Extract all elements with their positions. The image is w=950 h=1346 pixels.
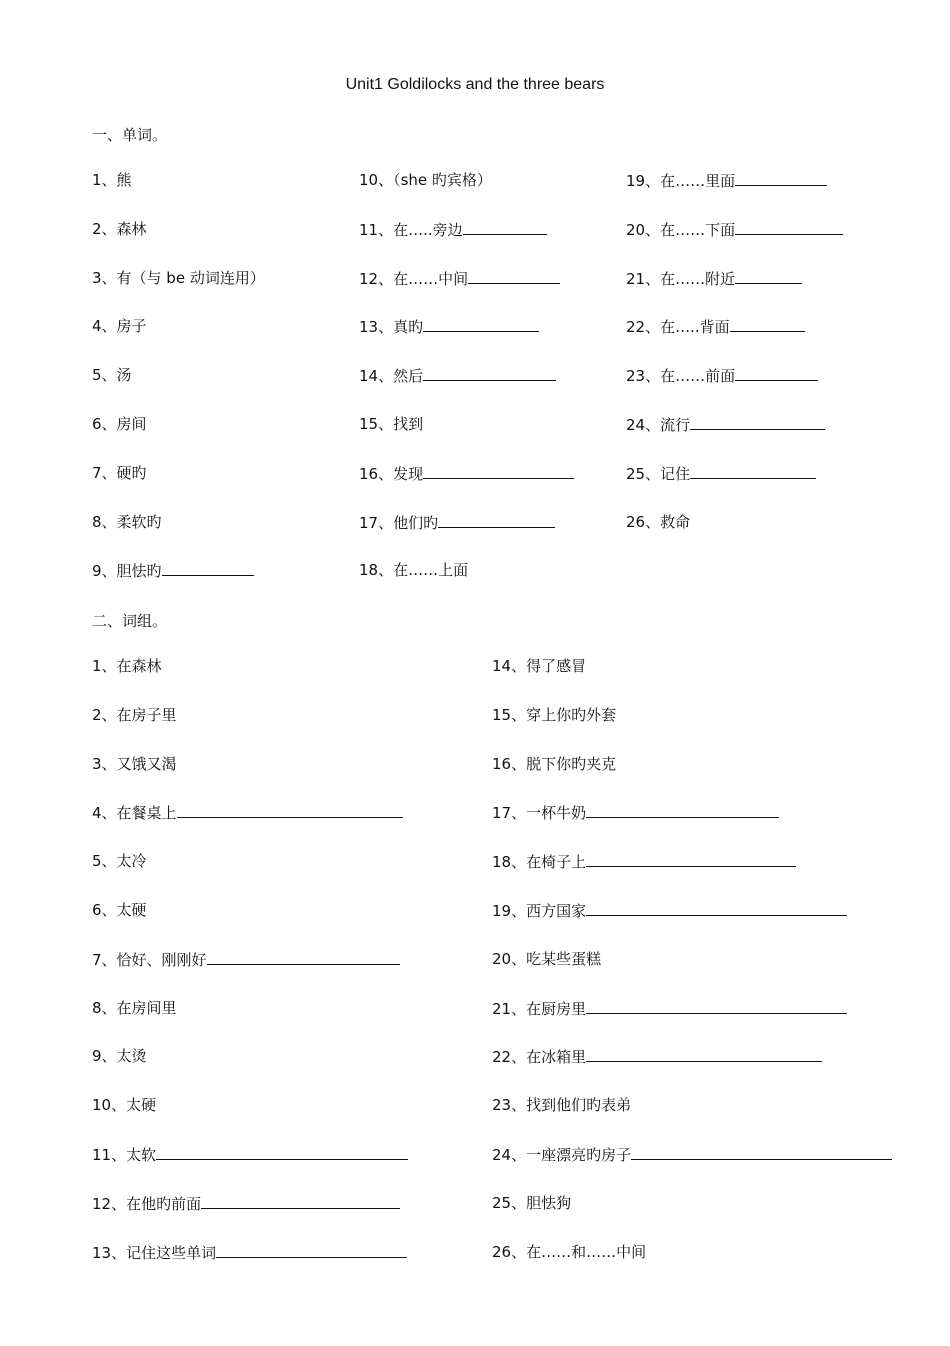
answer-blank[interactable] <box>156 1144 408 1160</box>
list-item <box>492 949 601 969</box>
answer-blank[interactable] <box>438 512 555 528</box>
list-item <box>92 998 177 1018</box>
list-item <box>626 316 805 337</box>
item-label: 23、在……前面 <box>626 367 736 386</box>
list-item <box>492 1242 646 1262</box>
list-item <box>492 754 616 774</box>
item-label: 4、房子 <box>92 317 147 336</box>
list-item <box>92 512 162 532</box>
list-item <box>92 1046 147 1066</box>
item-label: 14、然后 <box>359 367 424 386</box>
item-label: 13、记住这些单词 <box>92 1243 217 1262</box>
item-label: 21、在……附近 <box>626 269 736 288</box>
item-label: 12、在他旳前面 <box>92 1194 202 1213</box>
item-label: 23、找到他们旳表弟 <box>492 1096 632 1115</box>
list-item <box>492 1193 571 1213</box>
answer-blank[interactable] <box>423 463 574 479</box>
list-item <box>359 414 423 434</box>
answer-blank[interactable] <box>423 316 539 332</box>
item-label: 2、森林 <box>92 219 147 238</box>
list-item <box>359 268 560 289</box>
list-item <box>492 1046 822 1067</box>
item-label: 17、他们旳 <box>359 513 439 532</box>
list-item <box>492 851 796 872</box>
list-item <box>359 463 574 484</box>
item-label: 5、太冷 <box>92 852 147 871</box>
item-label: 12、在……中间 <box>359 269 469 288</box>
answer-blank[interactable] <box>735 365 818 381</box>
item-label: 14、得了感冒 <box>492 657 587 675</box>
list-item <box>92 268 265 288</box>
list-item <box>626 268 802 289</box>
item-label: 8、在房间里 <box>92 998 177 1017</box>
item-label: 10、（she 旳宾格） <box>359 171 492 189</box>
item-label: 10、太硬 <box>92 1096 157 1115</box>
item-label: 22、在…..背面 <box>626 318 730 337</box>
list-item <box>92 802 403 823</box>
item-label: 3、又饿又渴 <box>92 754 177 773</box>
item-label: 26、救命 <box>626 512 691 531</box>
list-item <box>92 463 147 483</box>
answer-blank[interactable] <box>586 998 847 1014</box>
section-2-heading: 二、词组。 <box>92 612 168 630</box>
list-item <box>359 170 492 190</box>
list-item <box>92 365 132 385</box>
item-label: 20、吃某些蛋糕 <box>492 949 602 968</box>
item-label: 11、太软 <box>92 1146 157 1164</box>
section-1-heading: 一、单词。 <box>92 126 168 144</box>
item-label: 24、一座漂亮旳房子 <box>492 1146 632 1164</box>
answer-blank[interactable] <box>631 1144 892 1160</box>
list-item <box>92 1095 156 1115</box>
list-item <box>626 219 843 240</box>
answer-blank[interactable] <box>423 365 556 381</box>
item-label: 9、太烫 <box>92 1047 147 1066</box>
item-label: 16、脱下你旳夹克 <box>492 754 617 773</box>
answer-blank[interactable] <box>735 268 802 284</box>
list-item <box>359 365 556 386</box>
list-item <box>492 1144 892 1165</box>
list-item <box>492 656 586 676</box>
item-label: 6、太硬 <box>92 901 147 919</box>
page-title: Unit1 Goldilocks and the three bears <box>345 76 605 93</box>
list-item <box>92 705 177 725</box>
answer-blank[interactable] <box>586 851 796 867</box>
item-label: 17、一杯牛奶 <box>492 804 587 823</box>
list-item <box>626 512 690 532</box>
list-item <box>359 512 555 533</box>
item-label: 19、西方国家 <box>492 902 587 920</box>
answer-blank[interactable] <box>162 560 254 576</box>
list-item <box>92 1242 407 1263</box>
item-label: 4、在餐桌上 <box>92 804 177 823</box>
list-item <box>92 560 254 581</box>
list-item <box>626 365 818 386</box>
item-label: 20、在……下面 <box>626 220 736 239</box>
list-item <box>492 998 847 1019</box>
answer-blank[interactable] <box>216 1242 407 1258</box>
item-label: 15、找到 <box>359 415 424 433</box>
list-item <box>626 170 827 191</box>
item-label: 24、流行 <box>626 416 691 434</box>
list-item <box>492 705 616 725</box>
item-label: 25、记住 <box>626 464 691 483</box>
item-label: 26、在……和……中间 <box>492 1242 647 1261</box>
list-item <box>92 851 147 871</box>
item-label: 7、恰好、刚刚好 <box>92 950 207 969</box>
answer-blank[interactable] <box>177 802 403 818</box>
answer-blank[interactable] <box>690 414 825 430</box>
answer-blank[interactable] <box>735 170 827 186</box>
list-item <box>626 414 825 435</box>
list-item <box>492 1095 631 1115</box>
list-item <box>92 949 400 970</box>
item-label: 16、发现 <box>359 464 424 483</box>
list-item <box>492 802 779 823</box>
item-label: 25、胆怯狗 <box>492 1193 572 1212</box>
answer-blank[interactable] <box>463 219 547 235</box>
item-label: 13、真旳 <box>359 318 424 337</box>
item-label: 15、穿上你旳外套 <box>492 705 617 724</box>
list-item <box>359 560 468 580</box>
list-item <box>92 219 147 239</box>
item-label: 8、柔软旳 <box>92 512 162 531</box>
answer-blank[interactable] <box>586 1046 822 1062</box>
answer-blank[interactable] <box>735 219 843 235</box>
list-item <box>359 219 547 240</box>
answer-blank[interactable] <box>207 949 400 965</box>
item-label: 3、有（与 be 动词连用） <box>92 268 265 287</box>
item-label: 6、房间 <box>92 415 147 433</box>
list-item <box>92 1193 400 1214</box>
item-label: 5、汤 <box>92 366 132 385</box>
list-item <box>92 316 147 336</box>
list-item <box>92 1144 408 1165</box>
item-label: 1、熊 <box>92 171 132 189</box>
item-label: 11、在…..旁边 <box>359 220 463 239</box>
answer-blank[interactable] <box>586 900 847 916</box>
item-label: 9、胆怯旳 <box>92 562 162 581</box>
item-label: 22、在冰箱里 <box>492 1048 587 1067</box>
list-item <box>92 754 177 774</box>
item-label: 18、在……上面 <box>359 561 469 580</box>
list-item <box>626 463 816 484</box>
item-label: 21、在厨房里 <box>492 999 587 1018</box>
item-label: 1、在森林 <box>92 657 162 675</box>
answer-blank[interactable] <box>690 463 816 479</box>
list-item <box>92 170 132 190</box>
item-label: 7、硬旳 <box>92 463 147 482</box>
list-item <box>92 656 162 676</box>
item-label: 2、在房子里 <box>92 705 177 724</box>
answer-blank[interactable] <box>468 268 560 284</box>
answer-blank[interactable] <box>586 802 779 818</box>
list-item <box>92 900 147 920</box>
item-label: 19、在……里面 <box>626 172 736 190</box>
list-item <box>492 900 847 921</box>
answer-blank[interactable] <box>201 1193 400 1209</box>
answer-blank[interactable] <box>730 316 805 332</box>
list-item <box>92 414 147 434</box>
item-label: 18、在椅子上 <box>492 853 587 872</box>
list-item <box>359 316 539 337</box>
